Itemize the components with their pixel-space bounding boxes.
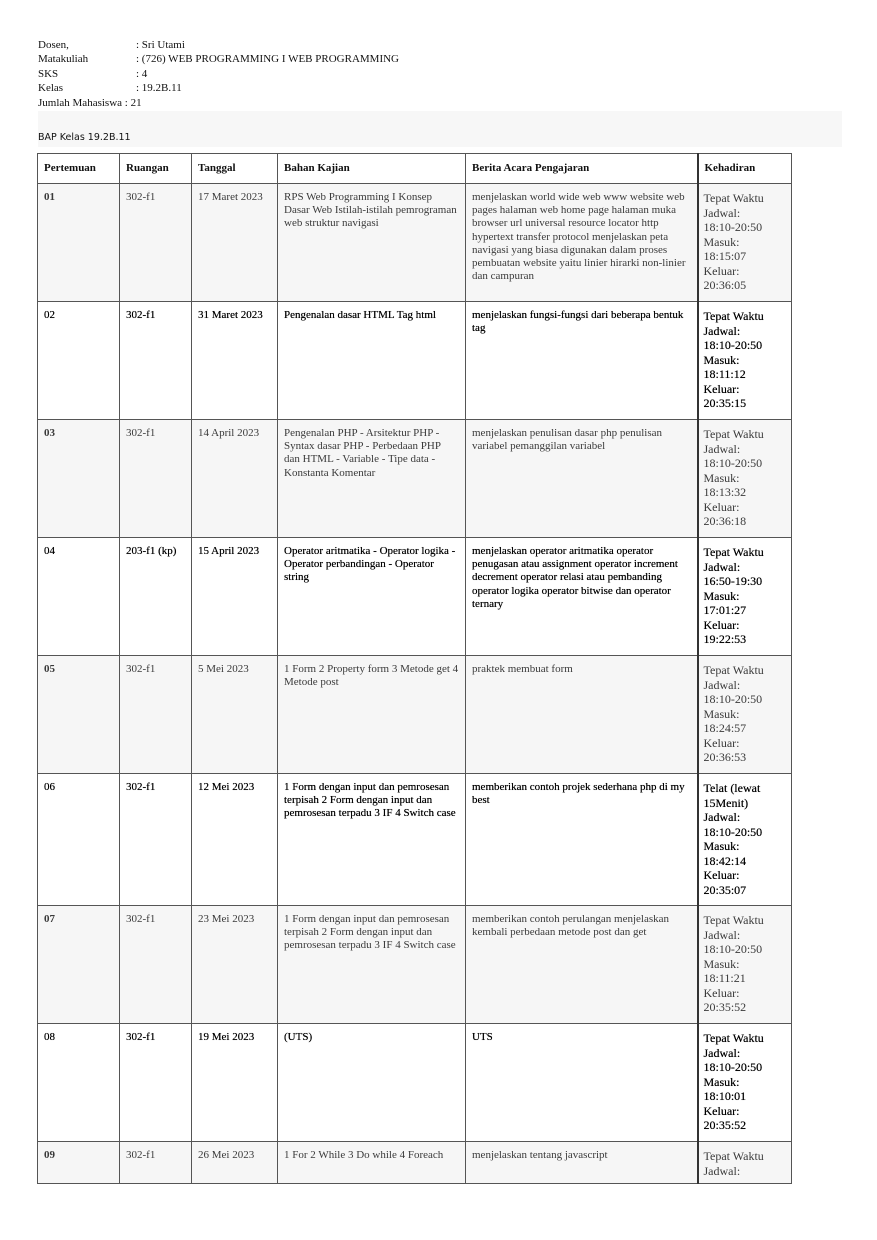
cell-pertemuan: 03 bbox=[38, 420, 120, 538]
kehadiran-keluar: 20:35:52 bbox=[703, 1118, 747, 1132]
kehadiran-status: Tepat Waktu bbox=[703, 1149, 764, 1163]
cell-ruangan: 302-f1 bbox=[120, 656, 192, 774]
kehadiran-keluar-label: Keluar: bbox=[703, 617, 740, 632]
cell-tanggal: 26 Mei 2023 bbox=[192, 1142, 278, 1184]
cell-kehadiran bbox=[698, 420, 792, 538]
kehadiran-masuk-label: Masuk: bbox=[703, 588, 740, 603]
kehadiran-masuk: 18:15:07 bbox=[703, 249, 747, 263]
cell-ruangan: 302-f1 bbox=[120, 774, 192, 906]
col-header-bahan-kajian: Bahan Kajian bbox=[278, 154, 466, 184]
col-header-ruangan: Ruangan bbox=[120, 154, 192, 184]
table-row bbox=[38, 1024, 792, 1142]
sks-label: SKS bbox=[38, 67, 59, 80]
cell-ruangan: 302-f1 bbox=[120, 906, 192, 1024]
cell-tanggal: 12 Mei 2023 bbox=[192, 774, 278, 906]
kehadiran-jadwal-label: Jadwal: bbox=[703, 559, 741, 574]
kelas-label: Kelas bbox=[38, 82, 64, 95]
kehadiran-jadwal: 18:10-20:50 bbox=[703, 692, 763, 706]
sks-value: : 4 bbox=[136, 67, 148, 80]
kehadiran-jadwal-label: Jadwal: bbox=[703, 1163, 741, 1178]
kehadiran-keluar-label: Keluar: bbox=[703, 499, 740, 514]
dosen-label: Dosen, bbox=[38, 39, 69, 51]
kehadiran-masuk-label: Masuk: bbox=[703, 470, 740, 485]
col-header-kehadiran: Kehadiran bbox=[698, 154, 792, 184]
table-row bbox=[38, 774, 792, 906]
cell-kehadiran bbox=[698, 774, 792, 906]
kehadiran-status: Tepat Waktu bbox=[703, 309, 764, 323]
cell-tanggal: 5 Mei 2023 bbox=[192, 656, 278, 774]
kehadiran-masuk-label: Masuk: bbox=[703, 352, 740, 367]
kehadiran-keluar: 20:36:05 bbox=[703, 278, 747, 292]
cell-bahan-kajian: Pengenalan PHP - Arsitektur PHP - Syntax dasar PHP - Perbedaan PHP dan HTML - Variable - Tipe data - Konstanta Komentar bbox=[278, 420, 466, 538]
kehadiran-keluar-label: Keluar: bbox=[703, 263, 740, 278]
kelas-row bbox=[38, 81, 399, 95]
cell-ruangan: 203-f1 (kp) bbox=[120, 538, 192, 656]
table-row bbox=[38, 656, 792, 774]
kehadiran-jadwal: 18:10-20:50 bbox=[703, 1060, 763, 1074]
cell-tanggal: 23 Mei 2023 bbox=[192, 906, 278, 1024]
cell-tanggal: 31 Maret 2023 bbox=[192, 302, 278, 420]
cell-berita-acara: memberikan contoh projek sederhana php di my best bbox=[466, 774, 698, 906]
cell-pertemuan: 07 bbox=[38, 906, 120, 1024]
cell-kehadiran bbox=[698, 656, 792, 774]
kehadiran-status: Tepat Waktu bbox=[703, 545, 764, 559]
cell-pertemuan: 02 bbox=[38, 302, 120, 420]
cell-berita-acara: menjelaskan operator aritmatika operator penugasan atau assignment operator increment decrement operator relasi atau pembanding operator logika operator bitwise dan operator ternary bbox=[466, 538, 698, 656]
cell-kehadiran bbox=[698, 538, 792, 656]
cell-ruangan: 302-f1 bbox=[120, 302, 192, 420]
cell-pertemuan: 04 bbox=[38, 538, 120, 656]
table-header-row bbox=[38, 154, 792, 184]
kehadiran-jadwal-label: Jadwal: bbox=[703, 677, 741, 692]
kehadiran-status: Tepat Waktu bbox=[703, 427, 764, 441]
cell-berita-acara: menjelaskan fungsi-fungsi dari beberapa bentuk tag bbox=[466, 302, 698, 420]
cell-berita-acara: memberikan contoh perulangan menjelaskan kembali perbedaan metode post dan get bbox=[466, 906, 698, 1024]
cell-pertemuan: 01 bbox=[38, 184, 120, 302]
kehadiran-keluar: 20:36:53 bbox=[703, 750, 747, 764]
cell-pertemuan: 06 bbox=[38, 774, 120, 906]
kehadiran-masuk: 18:11:12 bbox=[703, 367, 746, 381]
table-row bbox=[38, 1142, 792, 1184]
kehadiran-status: Tepat Waktu bbox=[703, 663, 764, 677]
cell-tanggal: 17 Maret 2023 bbox=[192, 184, 278, 302]
col-header-tanggal: Tanggal bbox=[192, 154, 278, 184]
kehadiran-masuk: 18:10:01 bbox=[703, 1089, 747, 1103]
cell-kehadiran bbox=[698, 302, 792, 420]
cell-ruangan: 302-f1 bbox=[120, 1024, 192, 1142]
kehadiran-keluar: 20:35:52 bbox=[703, 1000, 747, 1014]
matakuliah-label: Matakuliah bbox=[38, 53, 89, 66]
kehadiran-jadwal: 16:50-19:30 bbox=[703, 574, 763, 588]
cell-berita-acara: UTS bbox=[466, 1024, 698, 1142]
kehadiran-keluar-label: Keluar: bbox=[703, 985, 740, 1000]
cell-ruangan: 302-f1 bbox=[120, 420, 192, 538]
jumlah-value: : 21 bbox=[124, 96, 142, 109]
kehadiran-masuk-label: Masuk: bbox=[703, 1074, 740, 1089]
kelas-value: : 19.2B.11 bbox=[136, 82, 182, 95]
cell-bahan-kajian: Pengenalan dasar HTML Tag html bbox=[278, 302, 466, 420]
cell-pertemuan: 05 bbox=[38, 656, 120, 774]
kehadiran-status: Tepat Waktu bbox=[703, 191, 764, 205]
cell-berita-acara: menjelaskan penulisan dasar php penulisan variabel pemanggilan variabel bbox=[466, 420, 698, 538]
cell-ruangan: 302-f1 bbox=[120, 1142, 192, 1184]
kehadiran-masuk-label: Masuk: bbox=[703, 234, 740, 249]
cell-bahan-kajian: 1 Form 2 Property form 3 Metode get 4 Metode post bbox=[278, 656, 466, 774]
cell-berita-acara: menjelaskan tentang javascript bbox=[466, 1142, 698, 1184]
kehadiran-jadwal-label: Jadwal: bbox=[703, 927, 741, 942]
kehadiran-status: Tepat Waktu bbox=[703, 913, 764, 927]
cell-bahan-kajian: RPS Web Programming I Konsep Dasar Web Istilah-istilah pemrograman web struktur navigasi bbox=[278, 184, 466, 302]
kehadiran-jadwal-label: Jadwal: bbox=[703, 810, 741, 824]
cell-berita-acara: menjelaskan world wide web www website web pages halaman web home page halaman muka browser url universal resource locator http hypertext transfer protocol menjelaskan peta navigasi yang biasa digunakan dalam proses pembuatan website yaitu linier hirarki non-linier dan campuran bbox=[466, 184, 698, 302]
cell-bahan-kajian: (UTS) bbox=[278, 1024, 466, 1142]
kehadiran-jadwal-label: Jadwal: bbox=[703, 323, 741, 338]
kehadiran-keluar-label: Keluar: bbox=[703, 735, 740, 750]
table-row bbox=[38, 906, 792, 1024]
kehadiran-masuk: 18:42:14 bbox=[703, 853, 747, 868]
bap-table bbox=[37, 153, 792, 1184]
table-row bbox=[38, 184, 792, 302]
kehadiran-masuk: 18:24:57 bbox=[703, 721, 747, 735]
kehadiran-masuk: 17:01:27 bbox=[703, 603, 747, 617]
bap-title: BAP Kelas 19.2B.11 bbox=[38, 132, 131, 143]
cell-bahan-kajian: Operator aritmatika - Operator logika - Operator perbandingan - Operator string bbox=[278, 538, 466, 656]
kehadiran-jadwal: 18:10-20:50 bbox=[703, 338, 763, 352]
cell-tanggal: 14 April 2023 bbox=[192, 420, 278, 538]
kehadiran-masuk-label: Masuk: bbox=[703, 956, 740, 971]
kehadiran-masuk: 18:13:32 bbox=[703, 485, 747, 499]
table-row bbox=[38, 302, 792, 420]
jumlah-label: Jumlah Mahasiswa bbox=[38, 96, 123, 109]
cell-bahan-kajian: 1 Form dengan input dan pemrosesan terpisah 2 Form dengan input dan pemrosesan terpadu 3 IF 4 Switch case bbox=[278, 774, 466, 906]
kehadiran-jadwal: 18:10-20:50 bbox=[703, 220, 763, 234]
cell-kehadiran bbox=[698, 906, 792, 1024]
kehadiran-masuk-label: Masuk: bbox=[703, 839, 740, 853]
kehadiran-keluar: 20:36:18 bbox=[703, 514, 747, 528]
kehadiran-keluar: 20:35:07 bbox=[703, 882, 747, 897]
cell-ruangan: 302-f1 bbox=[120, 184, 192, 302]
kehadiran-keluar-label: Keluar: bbox=[703, 868, 740, 882]
col-header-berita-acara: Berita Acara Pengajaran bbox=[466, 154, 698, 184]
cell-kehadiran bbox=[698, 184, 792, 302]
dosen-row bbox=[38, 38, 399, 52]
cell-pertemuan: 09 bbox=[38, 1142, 120, 1184]
kehadiran-jadwal: 18:10-20:50 bbox=[703, 456, 763, 470]
kehadiran-jadwal-label: Jadwal: bbox=[703, 1045, 741, 1060]
course-header bbox=[38, 38, 399, 110]
table-row bbox=[38, 420, 792, 538]
kehadiran-status: Telat (lewat 15Menit) bbox=[703, 781, 761, 810]
kehadiran-jadwal: 18:10-20:50 bbox=[703, 942, 763, 956]
jumlah-row bbox=[38, 96, 399, 110]
cell-berita-acara: praktek membuat form bbox=[466, 656, 698, 774]
cell-tanggal: 19 Mei 2023 bbox=[192, 1024, 278, 1142]
cell-bahan-kajian: 1 For 2 While 3 Do while 4 Foreach bbox=[278, 1142, 466, 1184]
kehadiran-jadwal-label: Jadwal: bbox=[703, 205, 741, 220]
kehadiran-status: Tepat Waktu bbox=[703, 1031, 764, 1045]
sks-row bbox=[38, 67, 399, 81]
cell-pertemuan: 08 bbox=[38, 1024, 120, 1142]
col-header-pertemuan: Pertemuan bbox=[38, 154, 120, 184]
kehadiran-keluar-label: Keluar: bbox=[703, 1103, 740, 1118]
dosen-value: : Sri Utami bbox=[136, 39, 185, 51]
kehadiran-keluar-label: Keluar: bbox=[703, 381, 740, 396]
title-band bbox=[38, 111, 842, 147]
matakuliah-row bbox=[38, 52, 399, 66]
kehadiran-jadwal-label: Jadwal: bbox=[703, 441, 741, 456]
cell-kehadiran bbox=[698, 1024, 792, 1142]
matakuliah-value: : (726) WEB PROGRAMMING I WEB PROGRAMMING bbox=[136, 53, 399, 66]
cell-kehadiran bbox=[698, 1142, 792, 1184]
kehadiran-masuk: 18:11:21 bbox=[703, 971, 746, 985]
cell-bahan-kajian: 1 Form dengan input dan pemrosesan terpisah 2 Form dengan input dan pemrosesan terpadu 3 IF 4 Switch case bbox=[278, 906, 466, 1024]
kehadiran-masuk-label: Masuk: bbox=[703, 706, 740, 721]
cell-tanggal: 15 April 2023 bbox=[192, 538, 278, 656]
kehadiran-keluar: 20:35:15 bbox=[703, 396, 747, 410]
kehadiran-jadwal: 18:10-20:50 bbox=[703, 824, 763, 839]
table-row bbox=[38, 538, 792, 656]
kehadiran-keluar: 19:22:53 bbox=[703, 632, 747, 646]
